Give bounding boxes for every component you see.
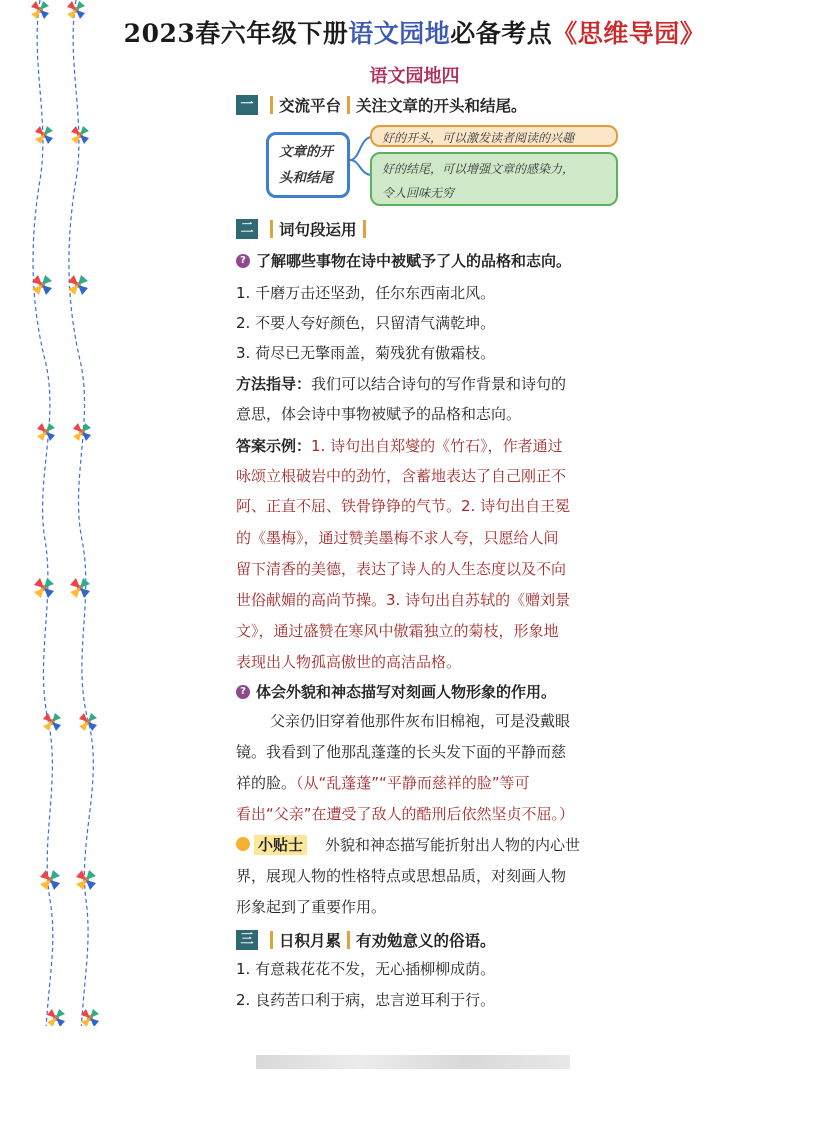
tip-text-1: 外貌和神态描写能折射出人物的内心世 bbox=[325, 836, 581, 854]
question-icon: ? bbox=[236, 685, 250, 699]
section-1-header bbox=[236, 93, 527, 117]
passage-line-3-red: （从“乱蓬蓬”“平静而慈祥的脸”等可 bbox=[296, 774, 530, 792]
mindmap-branch-ending bbox=[370, 152, 618, 206]
section-divider bbox=[270, 96, 273, 114]
answer-line-6: 世俗献媚的高尚节操。3. 诗句出自苏轼的《赠刘景 bbox=[236, 591, 571, 609]
answer-line-4: 的《墨梅》，通过赞美墨梅不求人夸，只愿给人间 bbox=[236, 529, 559, 547]
question-2 bbox=[236, 681, 556, 702]
method-label: 方法指导： bbox=[236, 375, 312, 393]
answer-line-5: 留下清香的美德，表达了诗人的人生态度以及不向 bbox=[236, 560, 567, 578]
mindmap-root-line2: 头和结尾 bbox=[279, 170, 333, 186]
passage-line-2: 镜。我看到了他那乱蓬蓬的长头发下面的平静而慈 bbox=[236, 743, 567, 761]
proverb-2: 2. 良药苦口利于病，忠言逆耳利于行。 bbox=[236, 991, 496, 1009]
proverb-1: 1. 有意栽花花不发，无心插柳柳成荫。 bbox=[236, 960, 496, 978]
answer-text-1: 1. 诗句出自郑燮的《竹石》，作者通过 bbox=[311, 437, 563, 455]
section-3-desc: 有劝勉意义的俗语。 bbox=[356, 932, 496, 950]
title-blue: 语文园地 bbox=[348, 19, 451, 48]
section-divider bbox=[347, 96, 350, 114]
section-2-name: 词句段运用 bbox=[279, 221, 357, 239]
section-3-name: 日积月累 bbox=[279, 932, 342, 950]
section-divider bbox=[363, 220, 366, 238]
answer-line-3: 阿、正直不屈、铁骨铮铮的气节。2. 诗句出自王冕 bbox=[236, 497, 571, 515]
answer-line-1 bbox=[236, 436, 636, 456]
passage-line-1: 父亲仍旧穿着他那件灰布旧棉袍，可是没戴眼 bbox=[270, 712, 571, 730]
mindmap-root-line1: 文章的开 bbox=[279, 144, 333, 160]
section-2-header bbox=[236, 217, 372, 241]
decorative-pinwheel-vine bbox=[0, 0, 110, 1122]
answer-line-7: 文》，通过盛赞在寒风中傲霜独立的菊枝，形象地 bbox=[236, 622, 559, 640]
pinwheel-icon bbox=[31, 1, 99, 1027]
passage-line-3 bbox=[236, 773, 636, 793]
section-1-desc: 关注文章的开头和结尾。 bbox=[356, 97, 527, 115]
mindmap-root bbox=[266, 132, 350, 198]
answer-line-8: 表现出人物孤高傲世的高洁品格。 bbox=[236, 653, 462, 671]
answer-label: 答案示例： bbox=[236, 437, 312, 455]
question-1-text: 了解哪些事物在诗中被赋予了人的品格和志向。 bbox=[256, 252, 572, 270]
method-text-1: 我们可以结合诗句的写作背景和诗句的 bbox=[311, 375, 567, 393]
section-1-number: 一 bbox=[236, 95, 258, 115]
title-mid: 必备考点 bbox=[450, 19, 553, 48]
section-divider bbox=[347, 931, 350, 949]
passage-line-3-black: 祥的脸。 bbox=[236, 774, 297, 792]
tip-label: 小贴士 bbox=[254, 835, 307, 855]
mindmap-branch-opening: 好的开头，可以激发读者阅读的兴趣 bbox=[370, 125, 618, 147]
poem-line-3: 3. 荷尽已无擎雨盖，菊残犹有傲霜枝。 bbox=[236, 344, 496, 362]
question-2-text: 体会外貌和神态描写对刻画人物形象的作用。 bbox=[256, 683, 557, 701]
tip-line-2: 界，展现人物的性格特点或思想品质，对刻画人物 bbox=[236, 867, 567, 885]
answer-line-2: 咏颂立根破岩中的劲竹，含蓄地表达了自己刚正不 bbox=[236, 467, 567, 485]
method-line-2: 意思，体会诗中事物被赋予的品格和志向。 bbox=[236, 405, 522, 423]
tip-line-3: 形象起到了重要作用。 bbox=[236, 898, 387, 916]
section-3-header bbox=[236, 928, 496, 952]
blurred-watermark bbox=[256, 1055, 570, 1069]
mindmap-branch-ending-line1: 好的结尾，可以增强文章的感染力， bbox=[382, 162, 575, 176]
page-cutoff bbox=[0, 1026, 829, 1122]
title-prefix: 2023春六年级下册 bbox=[123, 19, 349, 48]
poem-line-1: 1. 千磨万击还坚劲，任尔东西南北风。 bbox=[236, 284, 496, 302]
question-icon: ? bbox=[236, 254, 250, 268]
page-title bbox=[0, 14, 829, 50]
section-1-name: 交流平台 bbox=[279, 97, 342, 115]
mindmap-branch-ending-line2: 令人回味无穷 bbox=[382, 186, 455, 200]
method-line-1 bbox=[236, 374, 636, 394]
section-3-number: 三 bbox=[236, 930, 258, 950]
lightbulb-icon bbox=[236, 837, 250, 851]
question-1 bbox=[236, 250, 571, 271]
poem-line-2: 2. 不要人夸好颜色，只留清气满乾坤。 bbox=[236, 314, 496, 332]
title-red: 《思维导园》 bbox=[552, 19, 706, 48]
tip-line-1 bbox=[236, 835, 636, 855]
section-2-number: 二 bbox=[236, 219, 258, 239]
passage-line-4: 看出“父亲”在遭受了敌人的酷刑后依然坚贞不屈。） bbox=[236, 805, 575, 823]
section-divider bbox=[270, 931, 273, 949]
section-divider bbox=[270, 220, 273, 238]
page-subtitle: 语文园地四 bbox=[369, 66, 460, 87]
